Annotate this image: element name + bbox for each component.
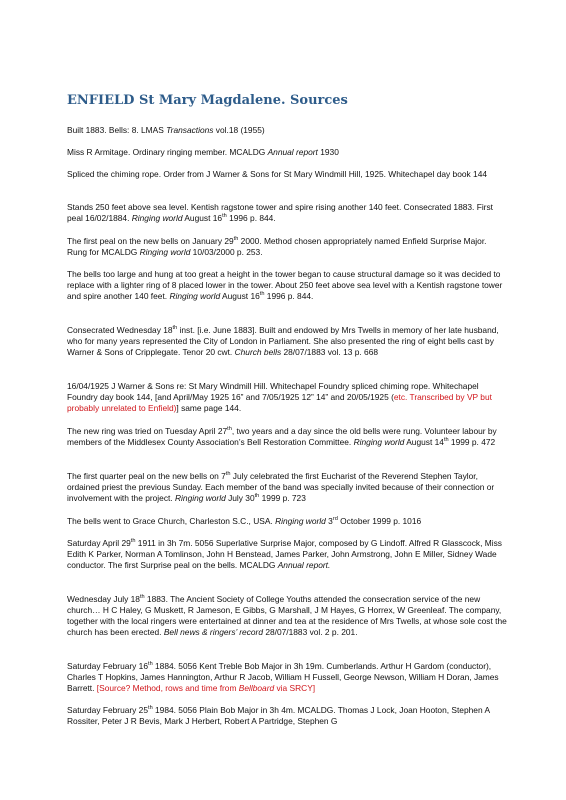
transcriber-note: etc. Transcribed by VP but probably unrelated to Enfield) xyxy=(67,392,492,413)
source-entry-warner-1925: 16/04/1925 J Warner & Sons re: St Mary Windmill Hill. Whitechapel Foundry spliced chiming rope. Whitechapel Foundry day book 144, [and April/May 1925 16” and 7/05/1925 12” 14” and 20/05/1925 (etc. Transcribed by VP but probably unrelated to Enfield)] same page 144. xyxy=(67,381,492,413)
source-entry-structural-damage: The bells too large and hung at too great a height in the tower began to cause structural damage so it was decided to replace with a lighter ring of 8 placed lower in the tower. About 250 feet above sea level with a Kentish ragstone tower and spire another 140 feet. Ringing world August 16th 1996 p. 844. xyxy=(67,269,503,301)
source-entry-first-quarter-peal: The first quarter peal on the new bells on 7th July celebrated the first Eucharist of the Reverend Stephen Taylor, ordained priest the previous Sunday. Each member of the band was specially invited because of their connection or involvement with the project. Ringing world July 30th 1999 p. 723 xyxy=(67,471,495,503)
source-entry-built-1883: Built 1883. Bells: 8. LMAS Transactions vol.18 (1955) xyxy=(67,125,265,135)
source-entry-peal-1884: Saturday February 16th 1884. 5056 Kent Treble Bob Major in 3h 19m. Cumberlands. Arthur H Gardom (conductor), Charles T Hopkins, James Hannington, Arthur R Jacob, William H Fussell, George Newson, William H Doran, James Barrett. [Source? Method, rows and time from Bellboard via SRCY] xyxy=(67,661,499,693)
document-title: ENFIELD St Mary Magdalene. Sources xyxy=(67,93,348,108)
source-entry-armitage: Miss R Armitage. Ordinary ringing member. MCALDG Annual report 1930 xyxy=(67,147,339,157)
source-entry-peal-1911: Saturday April 29th 1911 in 3h 7m. 5056 Superlative Surprise Major, composed by G Lindoff. Alfred R Glasscock, Miss Edith K Parker, Norman A Tomlinson, John H Benstead, James Parker, John Armstrong, John E Miller, Sidney Wade conductor. The first Surprise peal on the bells. MCALDG Annual report. xyxy=(67,538,502,570)
source-note: [Source? Method, rows and time from Bellboard via SRCY] xyxy=(96,683,316,693)
source-entry-consecrated: Consecrated Wednesday 18th inst. [i.e. June 1883]. Built and endowed by Mrs Twells in memory of her late husband, who for many years represented the City of London in Parliament. She also presented the ring of eight bells cast by Warner & Sons of Cripplegate. Tenor 20 cwt. Church bells 28/07/1883 vol. 13 p. 668 xyxy=(67,325,499,357)
source-entry-first-peal-2000: The first peal on the new bells on January 29th 2000. Method chosen appropriately named Enfield Surprise Major. Rung for MCALDG Ringing world 10/03/2000 p. 253. xyxy=(67,236,487,257)
source-entry-chiming-rope: Spliced the chiming rope. Order from J Warner & Sons for St Mary Windmill Hill, 1925. Whitechapel day book 144 xyxy=(67,169,488,179)
source-entry-college-youths: Wednesday July 18th 1883. The Ancient Society of College Youths attended the consecration service of the new church… H C Haley, G Muskett, R Jameson, E Gibbs, G Marshall, J M Hayes, G Horrex, W Greenleaf. The company, together with the local ringers were entertained at dinner and tea at the residence of Mrs Twells, at whose sole cost the church has been erected. Bell news & ringers’ record 28/07/1883 vol. 2 p. 201. xyxy=(67,594,507,637)
source-entry-new-ring-tried: The new ring was tried on Tuesday April 27th, two years and a day since the old bells were rung. Volunteer labour by members of the Middlesex County Association’s Bell Restoration Committee. Ringing world August 14th 1999 p. 472 xyxy=(67,426,497,447)
source-entry-peal-1984: Saturday February 25th 1984. 5056 Plain Bob Major in 3h 4m. MCALDG. Thomas J Lock, Joan Hooton, Stephen A Rossiter, Peter J R Bevis, Mark J Herbert, Robert A Partridge, Stephen G xyxy=(67,705,490,726)
source-entry-grace-church: The bells went to Grace Church, Charleston S.C., USA. Ringing world 3rd October 1999 p. 1016 xyxy=(67,516,422,526)
source-entry-sea-level: Stands 250 feet above sea level. Kentish ragstone tower and spire rising another 140 feet. Consecrated 1883. First peal 16/02/1884. Ringing world August 16th 1996 p. 844. xyxy=(67,202,493,223)
